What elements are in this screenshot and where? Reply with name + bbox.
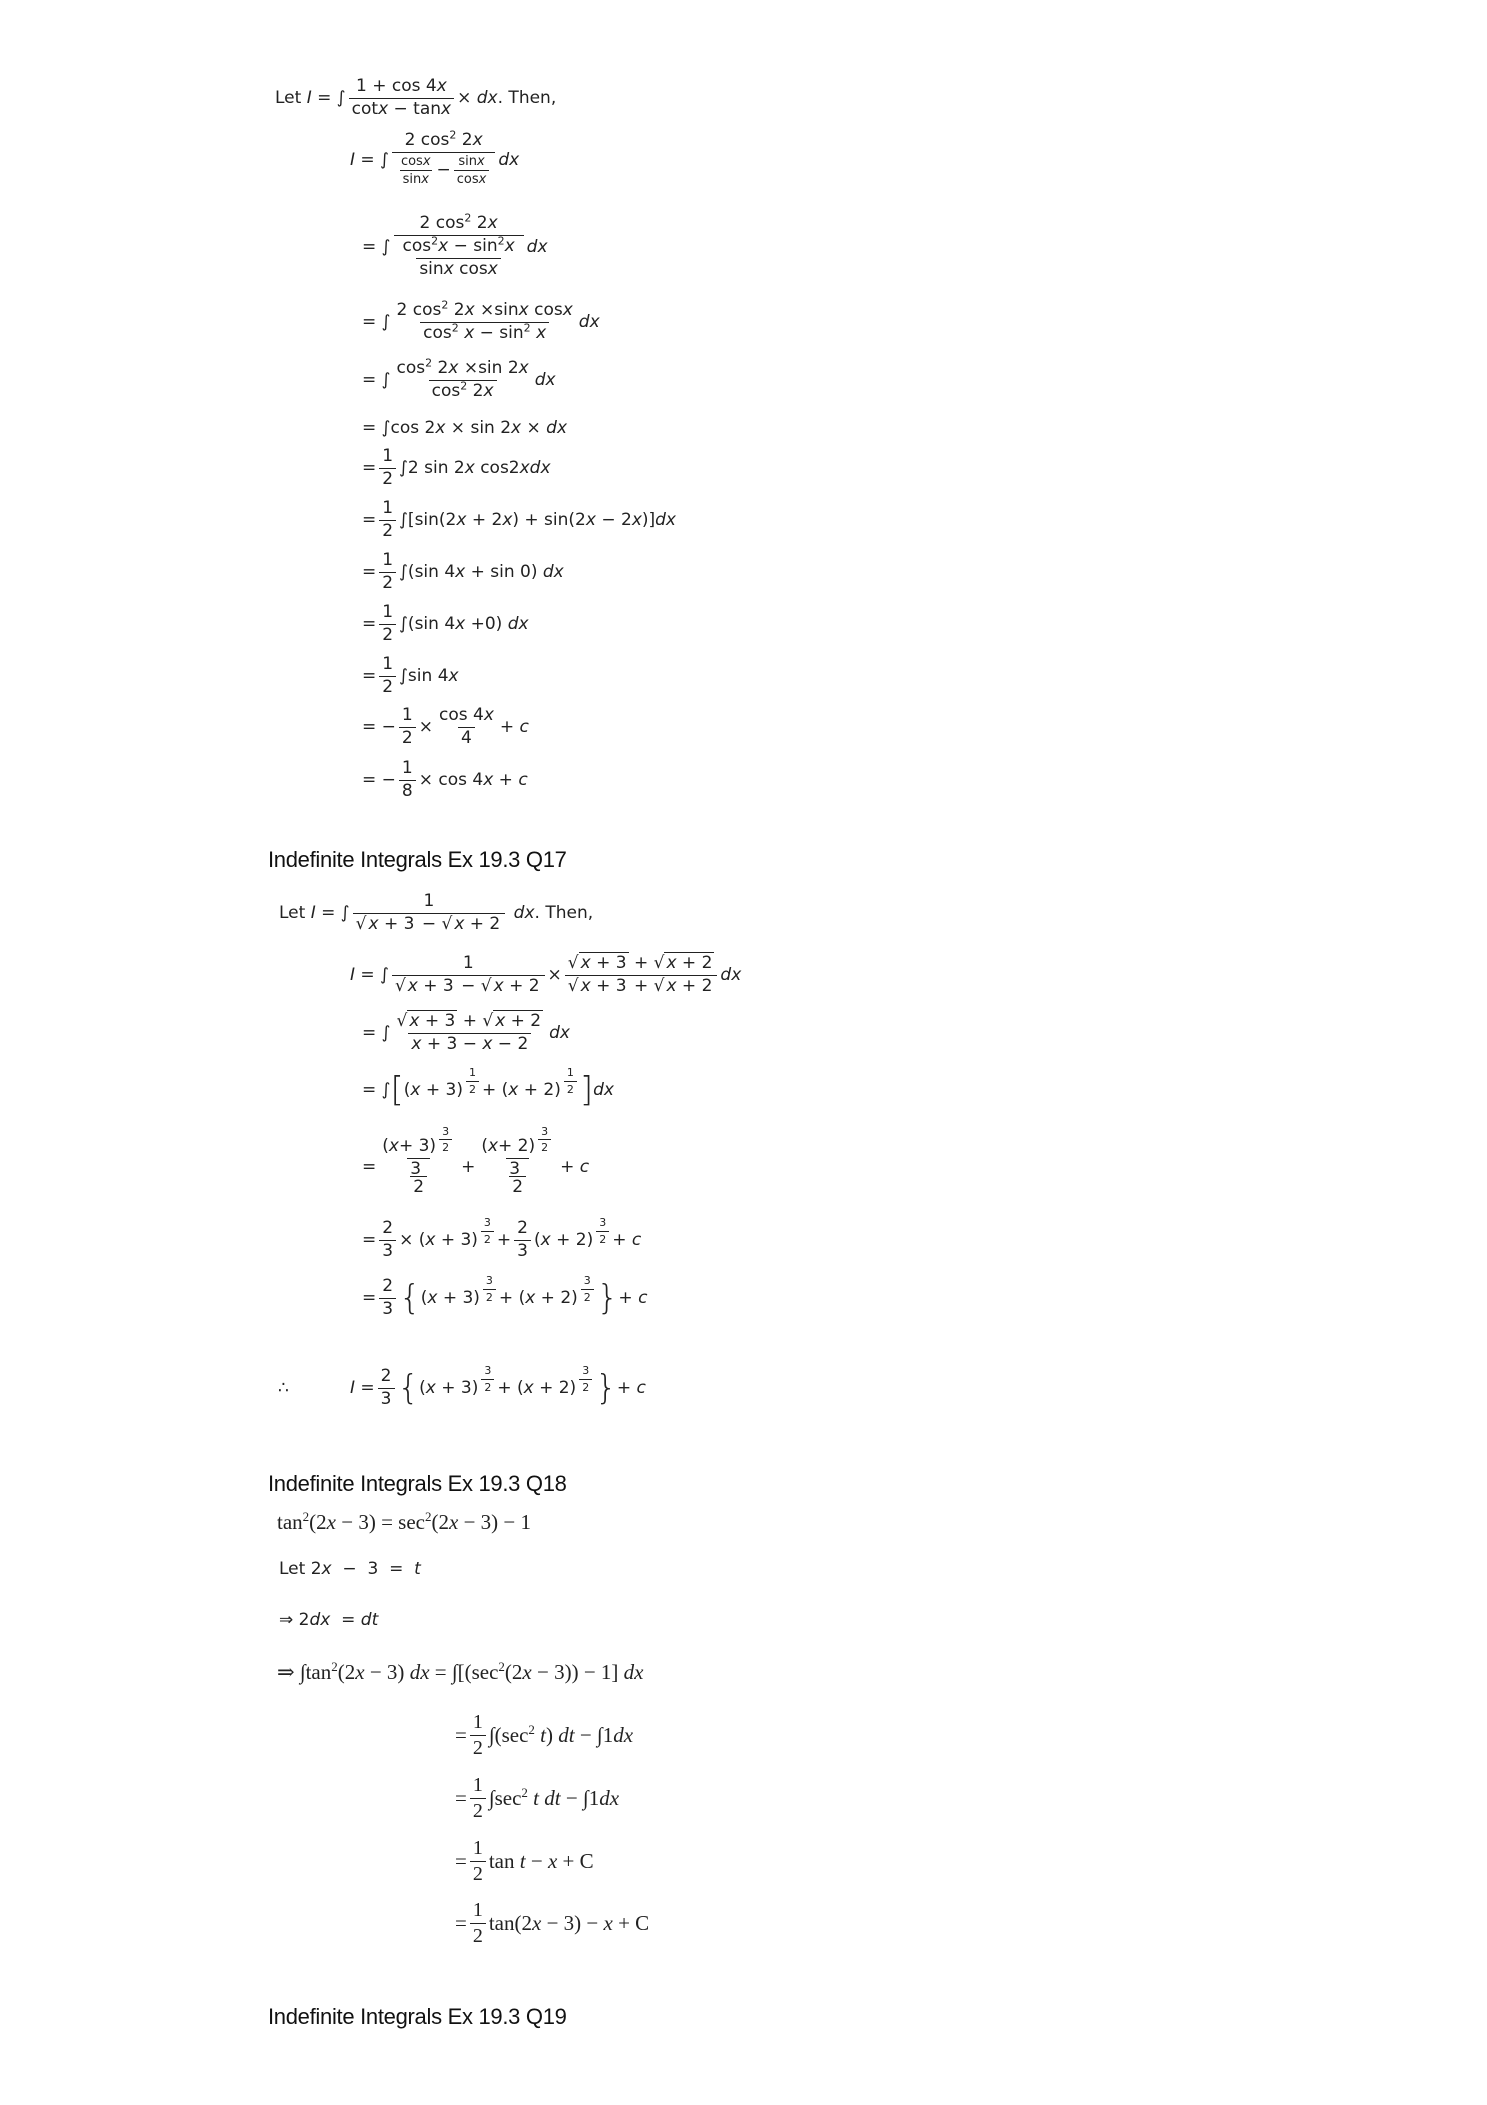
math-line: = ∫ [ (x + 3) 1 2 + (x + 2) 1 2 ] dx bbox=[362, 1065, 614, 1110]
math-line: = $\frac{1}{2}$ tan t − x + C bbox=[455, 1837, 594, 1885]
section-heading-q18: Indefinite Integrals Ex 19.3 Q18 bbox=[268, 1471, 567, 1496]
math-line: = $\frac{2}{3}$ { (x + 3) 3 2 + (x + 2) 3 2 } + c bbox=[362, 1274, 648, 1319]
math-line: ⇒ 2dx = dt bbox=[279, 1610, 379, 1630]
math-line: I = ∫ $\frac{1}{√ x + 3 - √ x + 2}$ × $\frac{√ x + 3 + √ x + 2}{√ x + 3 + √ x + 2}$ dx bbox=[350, 953, 742, 996]
math-line: I = ∫ 2 $\cos^2 2x$ cosx sinx − sinx cosx dx bbox=[350, 128, 520, 188]
math-line: $\tan^2(2x - 3) = \sec^2(2x - 3) - 1$ bbox=[277, 1509, 531, 1534]
math-line: = ∫ $\cos^2 2x \times\sin$ 2x $\cos^2 2x$ dx bbox=[362, 356, 556, 401]
math-line: = ∫cos 2x × sin 2x × dx bbox=[362, 418, 568, 438]
math-line: ⇒ $\int\tan^2(2x - 3)$ dx = $\int[(\sec^2(2x - 3)) - 1]$ dx bbox=[277, 1659, 644, 1684]
section-heading-q17: Indefinite Integrals Ex 19.3 Q17 bbox=[268, 847, 567, 872]
math-line: = ∫ 2 $\cos^2 2x \times\sin x$ cosx $\cos^2 x - \sin^2 x$ dx bbox=[362, 298, 600, 343]
math-line: = − $\frac{1}{2}$ × $\frac{\cos 4x}{4}$ + c bbox=[362, 705, 529, 748]
math-line: = $\frac{2}{3}$ × (x + 3) 3 2 + $\frac{2}{3}$ (x + 2) 3 2 + c bbox=[362, 1216, 642, 1261]
math-line: = $\frac{1}{2}$ ∫[sin(2x + 2x) + sin(2x − 2x)]dx bbox=[362, 498, 676, 541]
section-heading-q19: Indefinite Integrals Ex 19.3 Q19 bbox=[268, 2004, 567, 2029]
math-line: = $\frac{1}{2}$ ∫(sin 4x + sin 0) dx bbox=[362, 550, 564, 593]
math-line: = $\frac{1}{2}$ $\int\sec^2$ t dt − ∫1dx bbox=[455, 1774, 620, 1822]
math-line: = $\frac{1}{2}$ tan(2x − 3) − x + C bbox=[455, 1899, 650, 1947]
math-line: Let 2x − 3 = t bbox=[279, 1559, 421, 1579]
math-line: Let I = ∫ $\frac{1 + \cos 4x}{\cot x - \tan x}$ × dx. Then, bbox=[275, 76, 557, 119]
math-line: = − $\frac{1}{8}$ × cos 4x + c bbox=[362, 758, 528, 801]
math-line: = ( x + 3) 3 2 3 2 + ( x + 2) 3 2 3 2 + c bbox=[362, 1124, 590, 1197]
math-line: = ∫ 2 $\cos^2 2x$ $\frac{\cos^2x - \sin^2x}{\text{sinx cosx}}$ dx bbox=[362, 211, 548, 279]
math-line: = $\frac{1}{2}$ ∫sin 4x bbox=[362, 654, 459, 697]
math-line: = $\frac{1}{2}$ ∫2 sin 2x cos2xdx bbox=[362, 446, 551, 489]
math-line: = $\frac{1}{2}$ ∫(sin 4x +0) dx bbox=[362, 602, 529, 645]
math-line: Let I = ∫ 1 √ x + 3 − √ x + 2 dx. Then, bbox=[279, 891, 594, 934]
math-line: = ∫ √ x + 3 + √ x + 2 x + 3 − x − 2 dx bbox=[362, 1011, 570, 1054]
math-line: = $\frac{1}{2}$ $\int(\sec^2$ t) dt − ∫1dx bbox=[455, 1711, 634, 1759]
math-line: ∴ I = $\frac{2}{3}$ { (x + 3) 3 2 + (x + 2) 3 2 } + c bbox=[278, 1364, 646, 1409]
